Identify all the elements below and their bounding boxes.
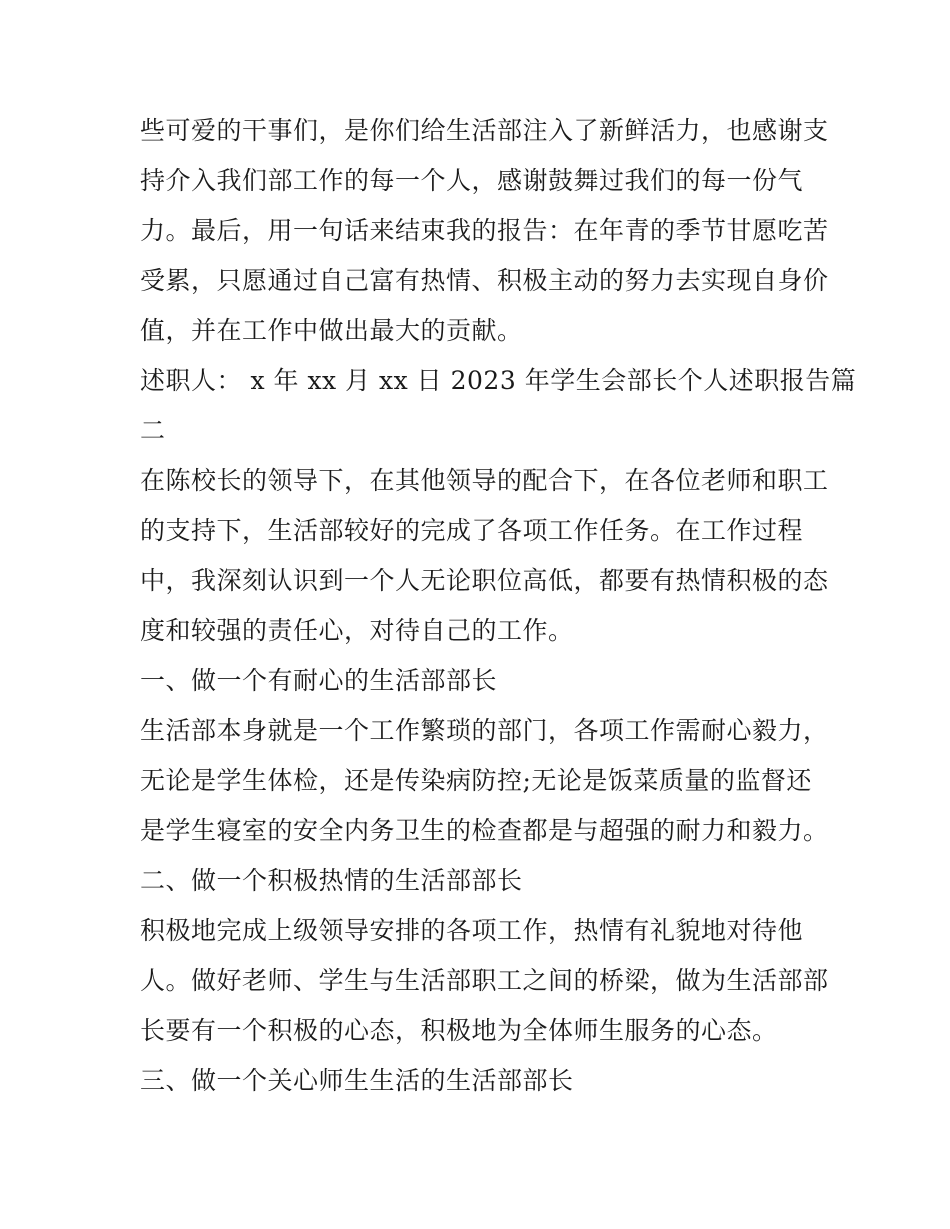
body-line-17: 积极地完成上级领导安排的各项工作，热情有礼貌地对待他 xyxy=(140,916,804,945)
body-line-1: 些可爱的干事们，是你们给生活部注入了新鲜活力，也感谢支 xyxy=(140,116,829,145)
body-line-13: 生活部本身就是一个工作繁琐的部门，各项工作需耐心毅力， xyxy=(140,716,829,745)
section-heading-1: 一、做一个有耐心的生活部部长 xyxy=(140,666,498,695)
signature-title-line: 述职人： x 年 xx 月 xx 日 2023 年学生会部长个人述职报告篇 xyxy=(140,366,857,395)
section-heading-2: 二、做一个积极热情的生活部部长 xyxy=(140,866,523,895)
body-line-8: 在陈校长的领导下，在其他领导的配合下，在各位老师和职工 xyxy=(140,466,829,495)
body-line-10: 中，我深刻认识到一个人无论职位高低，都要有热情积极的态 xyxy=(140,566,829,595)
body-line-14: 无论是学生体检，还是传染病防控;无论是饭菜质量的监督还 xyxy=(140,766,812,795)
body-line-4: 受累，只愿通过自己富有热情、积极主动的努力去实现自身价 xyxy=(140,266,829,295)
title-continuation-line: 二 xyxy=(140,416,166,445)
section-heading-3: 三、做一个关心师生生活的生活部部长 xyxy=(140,1066,574,1095)
document-body xyxy=(140,106,857,1106)
body-line-5: 值，并在工作中做出最大的贡献。 xyxy=(140,316,523,345)
body-line-3: 力。最后，用一句话来结束我的报告：在年青的季节甘愿吃苦 xyxy=(140,216,829,245)
body-line-9: 的支持下，生活部较好的完成了各项工作任务。在工作过程 xyxy=(140,516,804,545)
body-line-11: 度和较强的责任心，对待自己的工作。 xyxy=(140,616,574,645)
body-line-15: 是学生寝室的安全内务卫生的检查都是与超强的耐力和毅力。 xyxy=(140,816,829,845)
body-line-19: 长要有一个积极的心态，积极地为全体师生服务的心态。 xyxy=(140,1016,778,1045)
body-line-2: 持介入我们部工作的每一个人，感谢鼓舞过我们的每一份气 xyxy=(140,166,804,195)
body-line-18: 人。做好老师、学生与生活部职工之间的桥梁，做为生活部部 xyxy=(140,966,829,995)
